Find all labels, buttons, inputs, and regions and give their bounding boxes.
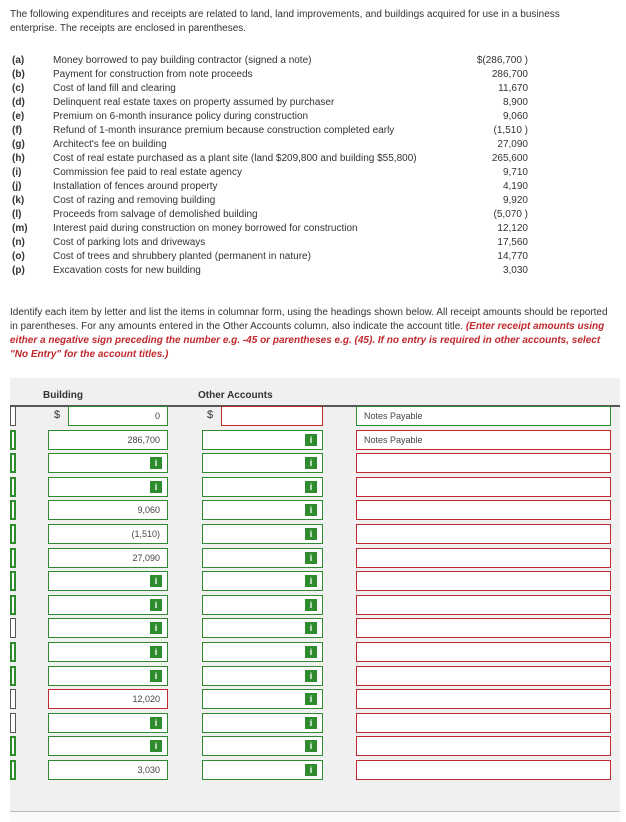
transaction-item <box>12 222 532 236</box>
info-icon[interactable]: i <box>150 717 162 729</box>
building-amount-input[interactable] <box>48 642 168 662</box>
account-title-select[interactable] <box>356 666 611 686</box>
item-letter: (i) <box>12 167 22 178</box>
account-title-select[interactable] <box>356 524 611 544</box>
item-letter: (j) <box>12 181 22 192</box>
other-amount-input[interactable] <box>202 548 323 568</box>
info-icon[interactable]: i <box>305 552 317 564</box>
info-icon[interactable]: i <box>150 670 162 682</box>
account-title-select[interactable] <box>356 595 611 615</box>
info-icon[interactable]: i <box>305 740 317 752</box>
other-amount-input[interactable] <box>221 406 323 426</box>
info-icon[interactable]: i <box>305 717 317 729</box>
building-amount-input[interactable] <box>48 477 168 497</box>
item-letter: (b) <box>12 69 25 80</box>
item-letter: (c) <box>12 83 25 94</box>
instructions <box>10 306 610 362</box>
transaction-item <box>12 152 532 166</box>
transaction-item <box>12 138 532 152</box>
other-amount-input[interactable] <box>202 453 323 473</box>
item-description: Excavation costs for new building <box>53 265 201 276</box>
row-selector[interactable] <box>10 666 16 686</box>
building-amount-input[interactable] <box>48 453 168 473</box>
building-amount-value: (1,510) <box>131 529 160 539</box>
table-header <box>10 378 620 407</box>
row-selector[interactable] <box>10 453 16 473</box>
info-icon[interactable]: i <box>150 740 162 752</box>
item-description: Refund of 1-month insurance premium because construction completed early <box>53 125 395 136</box>
item-amount: 4,190 <box>502 181 528 192</box>
building-amount-input[interactable] <box>48 595 168 615</box>
building-amount-value: 27,090 <box>132 553 160 563</box>
other-amount-input[interactable] <box>202 595 323 615</box>
building-amount-input[interactable] <box>48 500 168 520</box>
row-selector[interactable] <box>10 430 16 450</box>
building-amount-input[interactable] <box>48 430 168 450</box>
row-selector[interactable] <box>10 713 16 733</box>
building-amount-input[interactable] <box>48 571 168 591</box>
building-amount-value: 9,060 <box>137 505 160 515</box>
item-description: Cost of land fill and clearing <box>53 83 176 94</box>
row-selector[interactable] <box>10 548 16 568</box>
building-amount-value: 3,030 <box>137 765 160 775</box>
item-amount: (1,510 ) <box>493 125 528 136</box>
other-amount-input[interactable] <box>202 500 323 520</box>
item-amount: 8,900 <box>502 97 528 108</box>
info-icon[interactable]: i <box>305 693 317 705</box>
building-column-header: Building <box>43 390 83 401</box>
other-amount-input[interactable] <box>202 642 323 662</box>
next-section-panel <box>10 811 620 822</box>
building-amount-value: 286,700 <box>127 435 160 445</box>
building-amount-input[interactable] <box>48 524 168 544</box>
building-currency-symbol: $ <box>54 409 61 421</box>
row-selector[interactable] <box>10 736 16 756</box>
info-icon[interactable]: i <box>305 434 317 446</box>
info-icon[interactable]: i <box>305 457 317 469</box>
item-amount: 14,770 <box>497 251 528 262</box>
info-icon[interactable]: i <box>305 670 317 682</box>
item-letter: (a) <box>12 55 25 66</box>
transaction-item <box>12 194 532 208</box>
item-letter: (g) <box>12 139 25 150</box>
row-selector[interactable] <box>10 500 16 520</box>
account-title-select[interactable] <box>356 571 611 591</box>
item-amount: 9,710 <box>502 167 528 178</box>
other-amount-input[interactable] <box>202 736 323 756</box>
item-letter: (p) <box>12 265 25 276</box>
info-icon[interactable]: i <box>150 575 162 587</box>
item-description: Interest paid during construction on money borrowed for construction <box>53 223 358 234</box>
instructions-note: (Enter receipt amounts using either a negative sign preceding the number e.g. -45 or parentheses e.g. (45). If no entry is required in other accounts, select "No Entry" for the account titles.) <box>10 321 605 360</box>
item-amount: 27,090 <box>497 139 528 150</box>
item-letter: (m) <box>12 223 28 234</box>
item-letter: (n) <box>12 237 25 248</box>
item-amount: 286,700 <box>491 69 528 80</box>
info-icon[interactable]: i <box>305 599 317 611</box>
item-amount: 12,120 <box>497 223 528 234</box>
item-amount: $(286,700 ) <box>476 55 528 66</box>
item-description: Commission fee paid to real estate agency <box>53 167 242 178</box>
account-title-select[interactable] <box>356 430 611 450</box>
item-letter: (d) <box>12 97 25 108</box>
other-accounts-column-header: Other Accounts <box>198 390 273 401</box>
transaction-item <box>12 180 532 194</box>
row-selector[interactable] <box>10 406 16 426</box>
other-amount-input[interactable] <box>202 477 323 497</box>
other-amount-input[interactable] <box>202 571 323 591</box>
account-title-select[interactable] <box>356 618 611 638</box>
item-amount: 3,030 <box>502 265 528 276</box>
item-letter: (k) <box>12 195 25 206</box>
account-title-select[interactable] <box>356 642 611 662</box>
answer-table <box>10 378 620 820</box>
item-description: Cost of real estate purchased as a plant site (land $209,800 and building $55,800) <box>53 153 417 164</box>
transaction-item <box>12 166 532 180</box>
other-amount-input[interactable] <box>202 760 323 780</box>
item-amount: 265,600 <box>491 153 528 164</box>
transaction-item <box>12 236 532 250</box>
item-letter: (o) <box>12 251 25 262</box>
info-icon[interactable]: i <box>150 457 162 469</box>
building-amount-input[interactable] <box>48 548 168 568</box>
building-amount-input[interactable] <box>48 736 168 756</box>
item-amount: 9,920 <box>502 195 528 206</box>
info-icon[interactable]: i <box>305 504 317 516</box>
account-title-select[interactable] <box>356 548 611 568</box>
item-description: Delinquent real estate taxes on property assumed by purchaser <box>53 97 335 108</box>
info-icon[interactable]: i <box>150 646 162 658</box>
building-amount-input[interactable] <box>48 713 168 733</box>
row-selector[interactable] <box>10 524 16 544</box>
account-title-select[interactable] <box>356 453 611 473</box>
item-amount: (5,070 ) <box>493 209 528 220</box>
item-amount: 9,060 <box>502 111 528 122</box>
account-title-select[interactable] <box>356 500 611 520</box>
item-letter: (h) <box>12 153 25 164</box>
account-title-select[interactable] <box>356 760 611 780</box>
item-description: Cost of trees and shrubbery planted (permanent in nature) <box>53 251 311 262</box>
row-selector[interactable] <box>10 760 16 780</box>
transaction-item <box>12 250 532 264</box>
account-title-value: Notes Payable <box>364 411 423 421</box>
problem-intro: The following expenditures and receipts are related to land, land improvements, and buildings acquired for use in a business enterprise. The receipts are enclosed in parentheses. <box>10 9 560 34</box>
info-icon[interactable]: i <box>150 599 162 611</box>
row-selector[interactable] <box>10 571 16 591</box>
item-description: Architect's fee on building <box>53 139 167 150</box>
item-description: Installation of fences around property <box>53 181 218 192</box>
item-amount: 17,560 <box>497 237 528 248</box>
transaction-item <box>12 68 532 82</box>
building-amount-input[interactable] <box>48 689 168 709</box>
transaction-item <box>12 96 532 110</box>
info-icon[interactable]: i <box>305 575 317 587</box>
other-amount-input[interactable] <box>202 618 323 638</box>
account-title-select[interactable] <box>356 736 611 756</box>
account-title-select[interactable] <box>356 713 611 733</box>
item-letter: (l) <box>12 209 22 220</box>
row-selector[interactable] <box>10 642 16 662</box>
info-icon[interactable]: i <box>150 481 162 493</box>
account-title-select[interactable] <box>356 689 611 709</box>
building-amount-value: 0 <box>154 411 160 421</box>
account-title-select[interactable] <box>356 477 611 497</box>
building-amount-input[interactable] <box>68 406 168 426</box>
item-letter: (e) <box>12 111 25 122</box>
building-amount-input[interactable] <box>48 618 168 638</box>
other-amount-input[interactable] <box>202 430 323 450</box>
item-amount: 11,670 <box>498 83 528 94</box>
transaction-item <box>12 124 532 138</box>
transaction-item <box>12 82 532 96</box>
item-description: Cost of razing and removing building <box>53 195 216 206</box>
other-currency-symbol: $ <box>207 409 214 421</box>
transaction-item <box>12 110 532 124</box>
building-amount-input[interactable] <box>48 760 168 780</box>
building-amount-value: 12,020 <box>132 694 160 704</box>
info-icon[interactable]: i <box>305 646 317 658</box>
info-icon[interactable]: i <box>305 622 317 634</box>
account-title-select[interactable] <box>356 406 611 426</box>
item-description: Premium on 6-month insurance policy during construction <box>53 111 309 122</box>
item-description: Proceeds from salvage of demolished building <box>53 209 258 220</box>
item-letter: (f) <box>12 125 22 136</box>
row-selector[interactable] <box>10 618 16 638</box>
info-icon[interactable]: i <box>305 481 317 493</box>
other-amount-input[interactable] <box>202 524 323 544</box>
other-amount-input[interactable] <box>202 666 323 686</box>
info-icon[interactable]: i <box>150 622 162 634</box>
row-selector[interactable] <box>10 689 16 709</box>
item-description: Payment for construction from note proceeds <box>53 69 253 80</box>
other-amount-input[interactable] <box>202 713 323 733</box>
info-icon[interactable]: i <box>305 528 317 540</box>
row-selector[interactable] <box>10 477 16 497</box>
building-amount-input[interactable] <box>48 666 168 686</box>
transaction-item <box>12 208 532 222</box>
item-description: Cost of parking lots and driveways <box>53 237 206 248</box>
instructions-text: Identify each item by letter and list the items in columnar form, using the headings shown below. All receipt amounts should be reported in parentheses. For any amounts entered in the Other Accounts column, also indicate the account title. <box>10 307 608 332</box>
row-selector[interactable] <box>10 595 16 615</box>
account-title-value: Notes Payable <box>364 435 423 445</box>
transaction-item <box>12 264 532 278</box>
transaction-item <box>12 54 532 68</box>
info-icon[interactable]: i <box>305 764 317 776</box>
item-description: Money borrowed to pay building contractor (signed a note) <box>53 55 312 66</box>
other-amount-input[interactable] <box>202 689 323 709</box>
